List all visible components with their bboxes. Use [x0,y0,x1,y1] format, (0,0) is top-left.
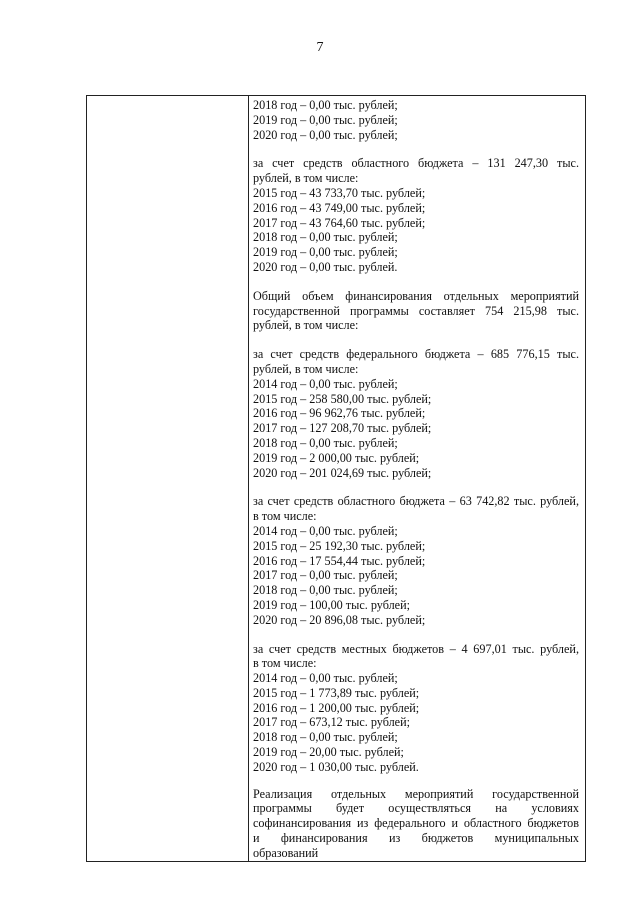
year-line: 2019 год – 0,00 тыс. рублей; [253,245,398,260]
funding-block-1 [253,98,579,142]
year-line: 2020 год – 1 030,00 тыс. рублей. [253,759,419,774]
year-line: 2017 год – 673,12 тыс. рублей; [253,715,410,730]
year-line: 2019 год – 20,00 тыс. рублей; [253,745,404,760]
year-line: 2019 год – 0,00 тыс. рублей; [253,112,398,127]
year-line: 2014 год – 0,00 тыс. рублей; [253,376,398,391]
year-line: 2020 год – 20 896,08 тыс. рублей; [253,612,426,627]
regional-budget-intro-cont: рублей, в том числе: [253,171,359,186]
year-line: 2020 год – 201 024,69 тыс. рублей; [253,465,432,480]
year-line: 2017 год – 127 208,70 тыс. рублей; [253,421,432,436]
year-line: 2015 год – 258 580,00 тыс. рублей; [253,391,432,406]
document-table [86,95,586,862]
local-budget-intro-cont: в том числе: [253,656,317,671]
year-line: 2020 год – 0,00 тыс. рублей. [253,259,398,274]
year-line: 2017 год – 43 764,60 тыс. рублей; [253,215,426,230]
paragraph-line: государственной программы составляет 754 215,98 тыс. [253,303,579,318]
table-right-cell [253,98,579,861]
regional-budget-intro: за счет средств областного бюджета – 63 742,82 тыс. рублей, [253,494,579,509]
implementation-paragraph [253,787,579,861]
year-line: 2018 год – 0,00 тыс. рублей; [253,98,398,112]
table-left-cell [87,96,249,861]
federal-budget-intro-cont: рублей, в том числе: [253,361,359,376]
year-line: 2015 год – 43 733,70 тыс. рублей; [253,185,426,200]
federal-budget-block [253,347,579,480]
regional-budget-block-2 [253,494,579,627]
year-line: 2014 год – 0,00 тыс. рублей; [253,671,398,686]
page-number: 7 [316,40,324,55]
local-budget-block [253,642,579,775]
year-line: 2016 год – 17 554,44 тыс. рублей; [253,553,426,568]
paragraph-line: Реализация отдельных мероприятий государственной [253,786,579,801]
paragraph-line: программы будет осуществляться на условиях [253,801,579,816]
year-line: 2019 год – 2 000,00 тыс. рублей; [253,450,420,465]
year-line: 2018 год – 0,00 тыс. рублей; [253,435,398,450]
regional-budget-intro-cont: в том числе: [253,509,317,524]
year-line: 2016 год – 96 962,76 тыс. рублей; [253,406,426,421]
paragraph-line: образований [253,845,319,860]
year-line: 2019 год – 100,00 тыс. рублей; [253,597,410,612]
year-line: 2015 год – 1 773,89 тыс. рублей; [253,685,420,700]
year-line: 2018 год – 0,00 тыс. рублей; [253,583,398,598]
year-line: 2016 год – 43 749,00 тыс. рублей; [253,200,426,215]
year-line: 2018 год – 0,00 тыс. рублей; [253,730,398,745]
year-line: 2016 год – 1 200,00 тыс. рублей; [253,700,420,715]
local-budget-intro: за счет средств местных бюджетов – 4 697,01 тыс. рублей, [253,641,579,656]
federal-budget-intro: за счет средств федерального бюджета – 685 776,15 тыс. [253,347,579,362]
paragraph-line: рублей, в том числе: [253,318,359,333]
paragraph-line: Общий объем финансирования отдельных мероприятий [253,288,579,303]
paragraph-line: и финансирования из бюджетов муниципальных [253,831,579,846]
year-line: 2018 год – 0,00 тыс. рублей; [253,230,398,245]
total-funding-paragraph [253,289,579,333]
year-line: 2017 год – 0,00 тыс. рублей; [253,568,398,583]
year-line: 2015 год – 25 192,30 тыс. рублей; [253,538,426,553]
paragraph-line: софинансирования из федерального и областного бюджетов [253,816,579,831]
year-line: 2020 год – 0,00 тыс. рублей; [253,127,398,142]
regional-budget-block-1 [253,156,579,274]
regional-budget-intro: за счет средств областного бюджета – 131 247,30 тыс. [253,156,579,171]
year-line: 2014 год – 0,00 тыс. рублей; [253,523,398,538]
